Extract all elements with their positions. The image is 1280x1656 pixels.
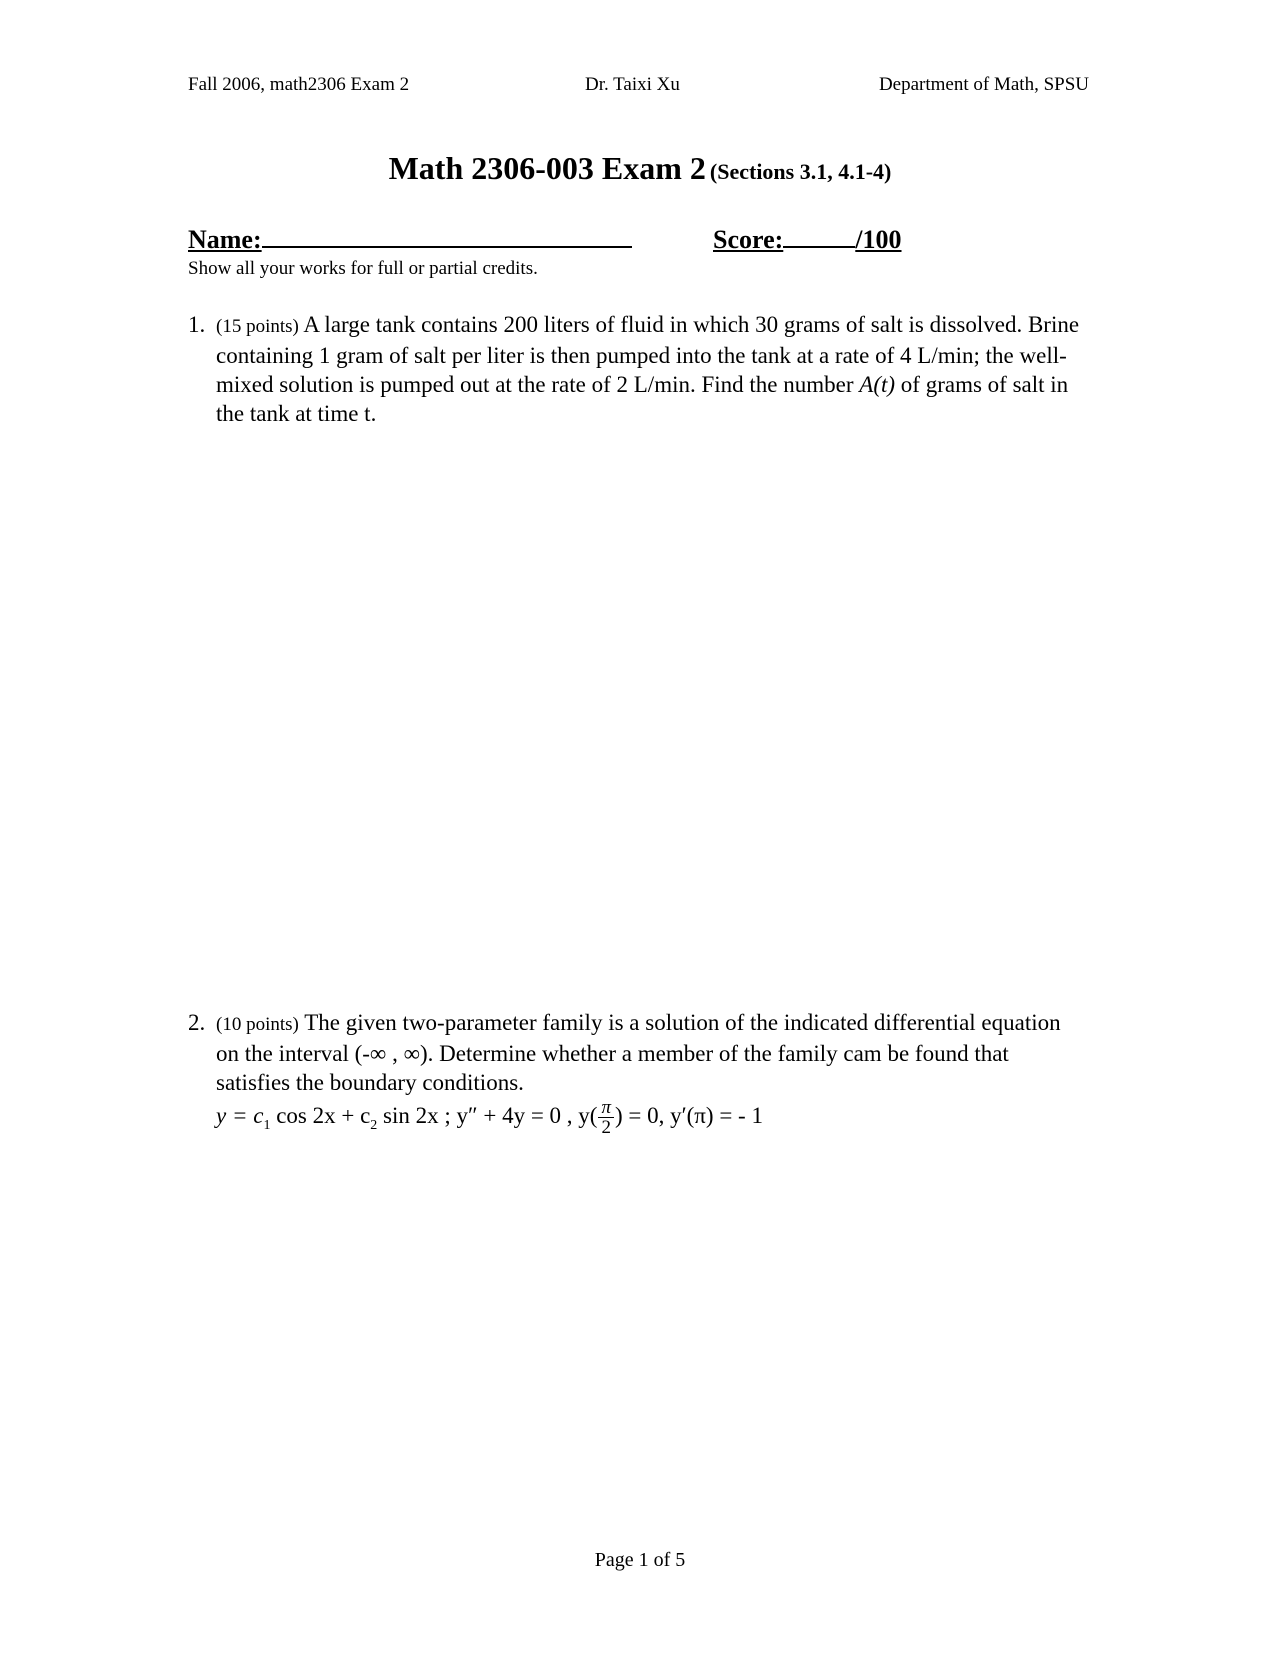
- problem-body: [216, 310, 1088, 428]
- problem-math: (-∞ , ∞): [354, 1041, 428, 1066]
- page-header: [188, 74, 1089, 104]
- score-field[interactable]: [783, 222, 855, 248]
- problem-math: A(t): [859, 372, 896, 397]
- equation-part-2: cos 2x + c: [270, 1102, 371, 1128]
- score-row: [713, 222, 902, 255]
- score-total: /100: [855, 225, 902, 254]
- fraction-denominator: 2: [601, 1117, 611, 1138]
- equation-part-3: sin 2x ; y″ + 4y = 0 , y(: [377, 1102, 598, 1128]
- header-course: Fall 2006, math2306 Exam 2: [188, 74, 410, 95]
- header-department: Department of Math, SPSU: [878, 74, 1089, 95]
- problem-text: The given two-parameter family is a solution of the indicated differential equation on the interval: [216, 1010, 1061, 1066]
- problem-2: [188, 1008, 1088, 1097]
- instructions: Show all your works for full or partial credits.: [188, 258, 538, 279]
- problem-text: A large tank contains 200 liters of fluid in which 30 grams of salt is dissolved. Brine containing 1 gram of salt per liter is then pumped into the tank at a rate of 4 L/min; the well-mixed solution is pumped out at the rate of 2 L/min. Find the number: [216, 312, 1080, 397]
- problem-body: [216, 1008, 1088, 1097]
- exam-title-sections: (Sections 3.1, 4.1-4): [709, 159, 892, 184]
- exam-title-main: Math 2306-003 Exam 2: [388, 150, 706, 186]
- problem-number: 2.: [188, 1010, 206, 1035]
- name-field[interactable]: [262, 222, 632, 248]
- equation-subscript-2: 2: [370, 1117, 378, 1133]
- name-label: Name:: [188, 225, 262, 254]
- boundary-value-equation: [216, 1098, 763, 1137]
- equation-fraction: [598, 1098, 614, 1137]
- equation-part-1: y = c: [216, 1102, 264, 1128]
- page-footer: Page 1 of 5: [594, 1549, 686, 1571]
- equation-part-4: ) = 0, y′(π) = - 1: [614, 1102, 763, 1128]
- problem-text-end: of grams of salt in the tank at time t.: [216, 372, 1069, 426]
- problem-number: 1.: [188, 312, 206, 337]
- score-label: Score:: [713, 225, 784, 254]
- exam-title: [0, 150, 1280, 187]
- problem-text-end: . Determine whether a member of the family cam be found that satisfies the boundary conditions.: [216, 1041, 1009, 1095]
- name-row: [188, 222, 632, 255]
- fraction-numerator: π: [598, 1098, 614, 1118]
- problem-1: [188, 310, 1088, 428]
- equation-subscript-1: 1: [263, 1117, 271, 1133]
- problem-points: (10 points): [216, 1014, 299, 1035]
- problem-points: (15 points): [216, 316, 299, 337]
- header-instructor: Dr. Taixi Xu: [585, 74, 680, 95]
